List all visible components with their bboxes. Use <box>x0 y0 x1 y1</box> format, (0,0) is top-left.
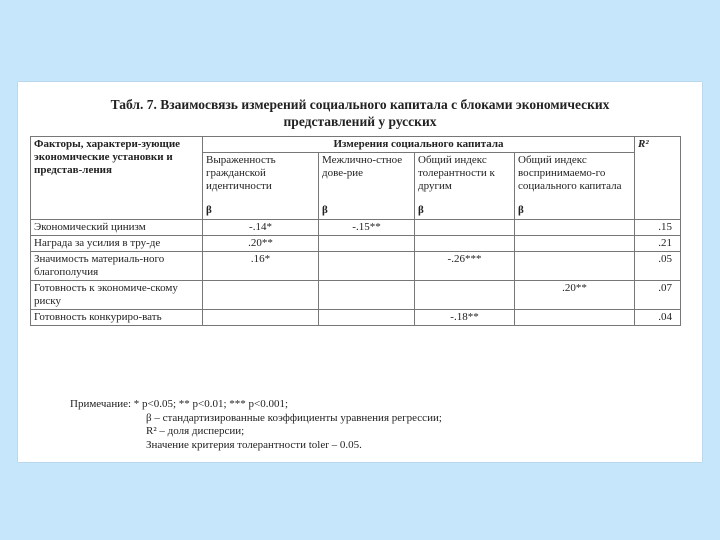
r2-cell: .07 <box>635 281 681 310</box>
title-line-2: представлений у русских <box>283 114 437 129</box>
title-line-1: Табл. 7. Взаимосвязь измерений социального капитала с блоками экономических <box>110 97 610 112</box>
value-cell: -.15** <box>319 220 415 236</box>
value-cell: .16* <box>203 252 319 281</box>
header-row <box>31 137 681 153</box>
table-row <box>31 236 681 252</box>
column-label: Общий индекс воспринимаемо-го социального капитала <box>518 154 622 192</box>
note-line: R² – доля дисперсии; <box>146 425 245 437</box>
table-row <box>31 252 681 281</box>
factor-header: Факторы, характери-зующие экономические установки и представ-ления <box>31 137 203 220</box>
factor-cell: Награда за усилия в тру-де <box>31 236 203 252</box>
r2-cell: .21 <box>635 236 681 252</box>
value-cell <box>319 252 415 281</box>
value-cell <box>203 310 319 326</box>
value-cell <box>319 310 415 326</box>
value-cell: -.26*** <box>415 252 515 281</box>
beta-label: β <box>206 204 212 216</box>
r2-cell: .05 <box>635 252 681 281</box>
table-notes <box>70 398 442 452</box>
value-cell: .20** <box>515 281 635 310</box>
value-cell <box>319 281 415 310</box>
factor-cell: Значимость материаль-ного благополучия <box>31 252 203 281</box>
table-row <box>31 310 681 326</box>
table-row <box>31 220 681 236</box>
value-cell <box>415 236 515 252</box>
value-cell: -.14* <box>203 220 319 236</box>
table-title <box>18 96 702 130</box>
r2-header: R² <box>635 137 681 220</box>
factor-cell: Экономический цинизм <box>31 220 203 236</box>
column-label: Общий индекс толерантности к другим <box>418 154 495 192</box>
column-label: Межлично-стное дове-рие <box>322 154 403 179</box>
document-sheet <box>18 82 702 462</box>
column-header <box>515 153 635 220</box>
table-row <box>31 281 681 310</box>
factor-cell: Готовность конкуриро-вать <box>31 310 203 326</box>
column-label: Выраженность гражданской идентичности <box>206 154 276 192</box>
value-cell <box>515 310 635 326</box>
column-header <box>203 153 319 220</box>
r2-cell: .04 <box>635 310 681 326</box>
note-line: β – стандартизированные коэффициенты уравнения регрессии; <box>146 411 442 424</box>
value-cell <box>319 236 415 252</box>
factor-cell: Готовность к экономиче-скому риску <box>31 281 203 310</box>
value-cell <box>515 236 635 252</box>
beta-label: β <box>322 204 328 216</box>
column-header <box>319 153 415 220</box>
value-cell: .20** <box>203 236 319 252</box>
group-header: Измерения социального капитала <box>203 137 635 153</box>
r2-cell: .15 <box>635 220 681 236</box>
value-cell <box>515 220 635 236</box>
value-cell: -.18** <box>415 310 515 326</box>
note-line: Примечание: * p<0.05; ** p<0.01; *** p<0.001; <box>70 398 289 410</box>
value-cell <box>415 220 515 236</box>
value-cell <box>515 252 635 281</box>
beta-label: β <box>518 204 524 216</box>
value-cell <box>415 281 515 310</box>
value-cell <box>203 281 319 310</box>
beta-label: β <box>418 204 424 216</box>
column-header <box>415 153 515 220</box>
regression-table <box>30 136 681 326</box>
note-line: Значение критерия толерантности toler – 0.05. <box>146 438 362 451</box>
